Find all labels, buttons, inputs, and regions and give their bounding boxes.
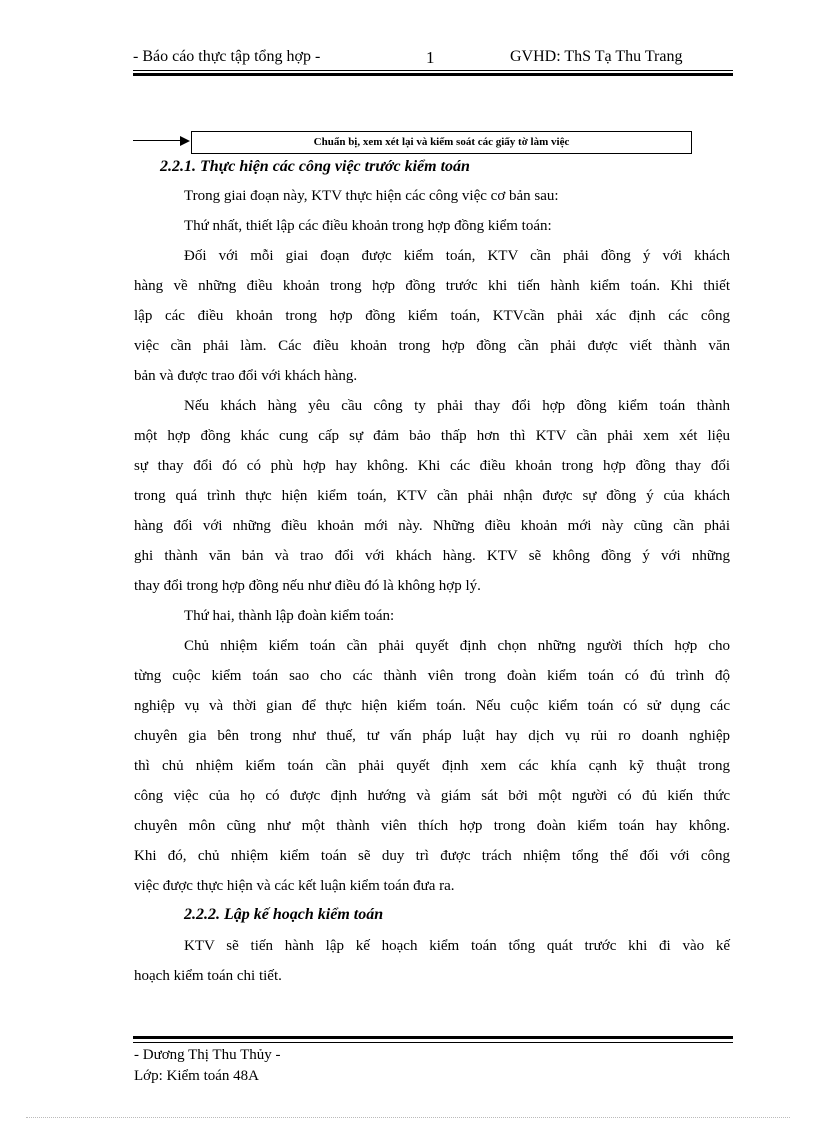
paragraph-line: việc được thực hiện và các kết luận kiểm toán đưa ra. [134, 878, 455, 894]
flowchart-step-box: Chuẩn bị, xem xét lại và kiểm soát các giấy tờ làm việc [191, 131, 692, 154]
arrow-right-icon [133, 140, 181, 141]
paragraph-line: thay đổi trong hợp đồng nếu như điều đó là không hợp lý. [134, 578, 481, 594]
paragraph-line: Thứ hai, thành lập đoàn kiểm toán: [184, 608, 395, 624]
paragraph-line: thì chủ nhiệm kiểm toán cần phải quyết định xem các khía cạnh kỹ thuật trong [134, 758, 730, 774]
footer-rule-thin [133, 1042, 733, 1043]
paragraph-line: nghiệp vụ và thời gian để thực hiện kiểm toán. Nếu cuộc kiểm toán có sử dụng các [134, 698, 730, 714]
paragraph-line: Thứ nhất, thiết lập các điều khoản trong hợp đồng kiểm toán: [184, 218, 552, 234]
paragraph-line: chuyên môn cũng như một thành viên thích hợp trong đoàn kiểm toán hay không. [134, 818, 730, 834]
paragraph-line: sự thay đổi đó có phù hợp hay không. Khi các điều khoản trong hợp đồng thay đổi [134, 458, 730, 474]
footer-author: - Dương Thị Thu Thủy - [134, 1047, 281, 1063]
header-supervisor: GVHD: ThS Tạ Thu Trang [510, 48, 683, 65]
paragraph-line: một hợp đồng khác cung cấp sự đảm bảo thấp hơn thì KTV cần phải xem xét liệu [134, 428, 730, 444]
arrow-head-icon [180, 136, 190, 146]
paragraph-line: việc cần phải làm. Các điều khoản trong hợp đồng cần phải được viết thành văn [134, 338, 730, 354]
section-heading-2-2-1: 2.2.1. Thực hiện các công việc trước kiểm toán [160, 158, 470, 175]
paragraph-line: Nếu khách hàng yêu cầu công ty phải thay đổi hợp đồng kiểm toán thành [184, 398, 730, 414]
header-rule-thick [133, 73, 733, 76]
header-report-title: - Báo cáo thực tập tổng hợp - [133, 48, 321, 65]
paragraph-line: hoạch kiểm toán chi tiết. [134, 968, 282, 984]
page-number: 1 [426, 48, 435, 67]
paragraph-line: chuyên gia bên trong như thuế, tư vấn pháp luật hay dịch vụ rủi ro doanh nghiệp [134, 728, 730, 744]
paragraph-line: ghi thành văn bản và trao đổi với khách hàng. KTV sẽ không đồng ý với những [134, 548, 730, 564]
paragraph-line: Trong giai đoạn này, KTV thực hiện các công việc cơ bản sau: [184, 188, 559, 204]
section-heading-2-2-2: 2.2.2. Lập kế hoạch kiểm toán [184, 906, 384, 923]
paragraph-line: hàng về những điều khoản trong hợp đồng trước khi tiến hành kiểm toán. Khi thiết [134, 278, 730, 294]
footer-rule-thick [133, 1036, 733, 1039]
paragraph-line: trong quá trình thực hiện kiểm toán, KTV cần phải nhận được sự đồng ý của khách [134, 488, 730, 504]
footer-class: Lớp: Kiểm toán 48A [134, 1068, 259, 1084]
page-edge-divider [26, 1117, 790, 1118]
paragraph-line: KTV sẽ tiến hành lập kế hoạch kiểm toán tổng quát trước khi đi vào kế [184, 938, 730, 954]
header-rule-thin [133, 70, 733, 71]
paragraph-line: hàng đối với những điều khoản mới này. Những điều khoản mới này cũng cần phải [134, 518, 730, 534]
paragraph-line: Chủ nhiệm kiểm toán cần phải quyết định chọn những người thích hợp cho [184, 638, 730, 654]
paragraph-line: lập các điều khoản trong hợp đồng kiểm toán, KTVcần phải xác định các công [134, 308, 730, 324]
paragraph-line: bản và được trao đổi với khách hàng. [134, 368, 358, 384]
paragraph-line: Khi đó, chủ nhiệm kiểm toán sẽ duy trì được trách nhiệm tổng thể đối với công [134, 848, 730, 864]
paragraph-line: Đối với mỗi giai đoạn được kiểm toán, KTV cần phải đồng ý với khách [184, 248, 730, 264]
paragraph-line: từng cuộc kiểm toán sao cho các thành viên trong đoàn kiểm toán có đủ trình độ [134, 668, 730, 684]
paragraph-line: công việc của họ có được định hướng và giám sát bởi một người có đủ kiến thức [134, 788, 730, 804]
